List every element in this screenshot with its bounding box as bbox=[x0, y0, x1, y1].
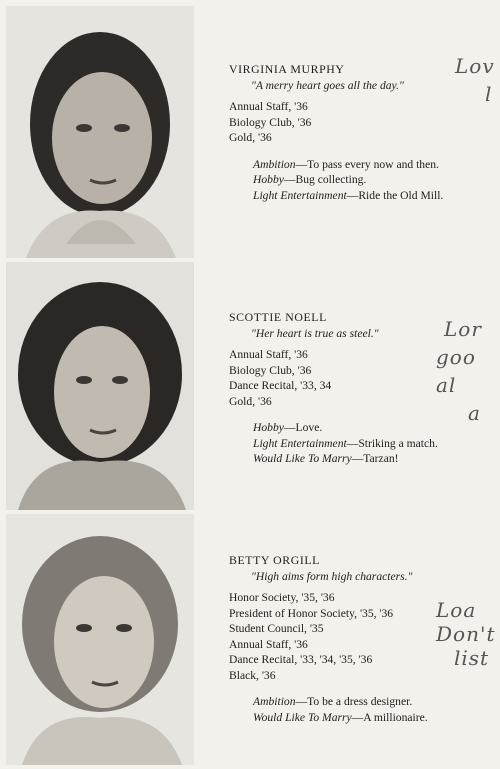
activity: President of Honor Society, '35, '36 bbox=[229, 606, 394, 620]
note-line: Light Entertainment—Striking a match. bbox=[253, 436, 438, 450]
student-entry-virginia-murphy bbox=[229, 62, 491, 203]
activity: Annual Staff, '36 bbox=[229, 348, 308, 361]
note-line: Ambition—To be a dress designer. bbox=[253, 695, 413, 708]
note-line: Would Like To Marry—Tarzan! bbox=[253, 452, 399, 465]
portrait-photo-scottie-noell bbox=[6, 262, 194, 510]
note-line: Hobby—Love. bbox=[253, 421, 323, 434]
handwriting-note-top: Lov l bbox=[455, 54, 495, 106]
activity: Biology Club, '36 bbox=[229, 115, 312, 129]
student-motto: "A merry heart goes all the day." bbox=[251, 78, 404, 92]
student-name: VIRGINIA MURPHY bbox=[229, 62, 345, 76]
activity: Annual Staff, '36 bbox=[229, 637, 308, 651]
activity: Honor Society, '35, '36 bbox=[229, 591, 335, 604]
handwriting-note-middle: Lor goo al a bbox=[436, 317, 482, 425]
activity: Dance Recital, '33, '34, '35, '36 bbox=[229, 653, 373, 666]
note-line: Light Entertainment—Ride the Old Mill. bbox=[253, 188, 444, 202]
activity: Gold, '36 bbox=[229, 394, 272, 408]
activity: Biology Club, '36 bbox=[229, 363, 312, 377]
student-motto: "High aims form high characters." bbox=[251, 569, 413, 583]
handwriting-note-bottom: Loa Don't list bbox=[436, 598, 496, 670]
note-line: Hobby—Bug collecting. bbox=[253, 173, 367, 186]
activity: Student Council, '35 bbox=[229, 622, 324, 635]
portrait-photo-betty-orgill bbox=[6, 514, 194, 765]
note-line: Would Like To Marry—A millionaire. bbox=[253, 710, 428, 724]
student-name: SCOTTIE NOELL bbox=[229, 310, 327, 324]
student-motto: "Her heart is true as steel." bbox=[251, 326, 379, 340]
portrait-photo-virginia-murphy bbox=[6, 6, 194, 258]
note-line: Ambition—To pass every now and then. bbox=[253, 157, 439, 171]
activity: Dance Recital, '33, 34 bbox=[229, 379, 332, 392]
student-name: BETTY ORGILL bbox=[229, 553, 320, 567]
activity: Black, '36 bbox=[229, 668, 276, 682]
activity: Annual Staff, '36 bbox=[229, 100, 308, 113]
activity: Gold, '36 bbox=[229, 131, 272, 144]
